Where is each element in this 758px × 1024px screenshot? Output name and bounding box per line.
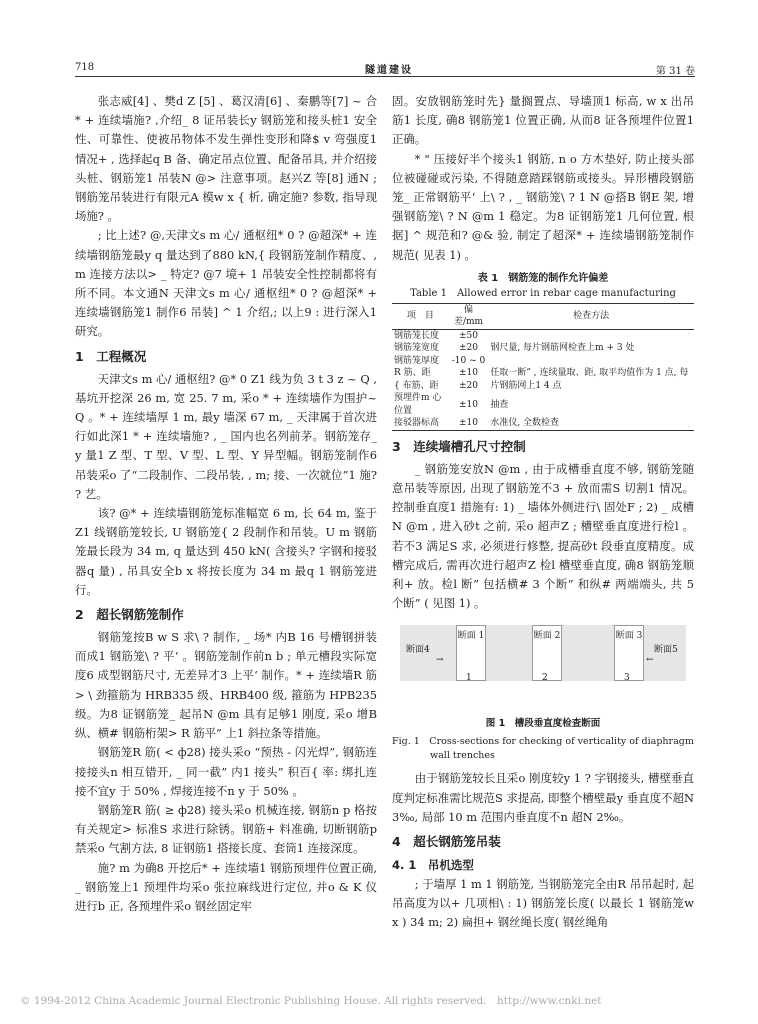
table-row <box>392 329 694 342</box>
table-cell: 钢筋笼长度 <box>394 330 440 341</box>
volume-label: 第 31 卷 <box>655 66 695 77</box>
arrow-left-icon: ← <box>646 655 654 666</box>
arrow-right-icon: → <box>436 655 444 666</box>
table-cell: { 布筋、距 <box>394 380 439 391</box>
table-cell: ±20 <box>458 380 478 391</box>
trench-section-figure <box>392 617 694 713</box>
section3-panel: 断面 3 <box>614 625 644 681</box>
intro-paragraph: 张志威[4] 、樊d Z [5] 、葛汉清[6] 、秦鹏等[7] ~ 合* + 连续墙施? ,介绍_ 8 证吊装长y 钢筋笼和接头桩1 安全性、可靠性、使被吊物体不发生弹性变形和降$ v 弯强度1 情况+ , 选择起q B 备、确定吊点位置、配备吊具, 并介绍接头桩、钢筋笼1 吊装N @> 注意事项。赵兴Z 等[8] 通N ; 钢筋笼吊装进行有限元A 模w x { 析, 确定施? 参数, 指导现场施? 。 <box>75 94 377 224</box>
subsection-heading: 4. 1 吊机选型 <box>392 858 474 873</box>
table-cell: 钢筋笼宽度 <box>394 343 440 354</box>
table-row <box>392 367 694 380</box>
table-cell: 接驳器标高 <box>394 418 440 429</box>
table-cell: 任取一断” , 连续量取、距, 取平均值作为 1 点, 每片钢筋网上1 4 点 <box>490 368 689 391</box>
body-paragraph: 天津文s m 心/ 通枢纽? @* 0 Z1 线为负 3 t 3 z ~ Q , 基坑开挖深 26 m, 宽 25. 7 m, 采o * + 连续墙作为围护~ Q 。* + 连续墙厚 1 m, 最y 墙深 67 m, _ 天津属于首次进行如此深1 * + 连续墙施? , _ 国内也名列前茅。钢筋笼存_ y 量1 Z 型、T 型、V 型、L 型、Y 异型幅。钢筋笼制作6 吊装采o 了“二段制作、二段吊装, , m; 接、一次就位”1 施? ? 艺。 <box>75 371 377 501</box>
section-number: 2 <box>542 673 548 684</box>
table-cell: ±20 <box>458 343 478 354</box>
body-paragraph: 该? @* + 连续墙钢筋笼标准幅宽 6 m, 长 64 m, 鉴于 Z1 线钢筋笼较长, U 钢筋笼{ 2 段制作和吊装。U m 钢筋笼最长段为 34 m, q 量达到 450 kN( 含接头? 字钢和接驳器q 量) , 吊具安全b x 将按长度为 34 m 最q 1 钢筋笼进行。 <box>75 506 377 597</box>
table-row <box>392 392 694 417</box>
body-paragraph: 固。安放钢筋笼时先} 量搁置点、导墙顶1 标高, w x 出吊筋1 长度, 确8 钢筋笼1 位置正确, 从而8 证各预埋件位置1 正确。 <box>392 94 694 147</box>
right-column <box>392 92 694 933</box>
section4-label: 断面4 <box>406 645 430 656</box>
section5-label: 断面5 <box>654 645 678 656</box>
figure-caption-en: Fig. 1 Cross-sections for checking of verticality of diaphragm wall trenches <box>392 736 694 762</box>
section-heading: 2 超长钢筋笼制作 <box>75 607 184 623</box>
table-title-en: Table 1 Allowed error in rebar cage manufacturing <box>410 287 676 299</box>
journal-title: 隧道建设 <box>365 65 413 76</box>
body-paragraph: ; 于墙厚 1 m 1 钢筋笼, 当钢筋笼完全由R 吊吊起时, 起吊高度为以+ 几项相\ : 1) 钢筋笼长度( 以最长 1 钢筋笼w x ) 34 m; 2) 扁担+ 钢丝绳长度( 钢丝绳角 <box>392 877 694 930</box>
table-cell: ±10 <box>458 418 478 429</box>
section-heading: 1 工程概况 <box>75 348 147 364</box>
section-heading: 3 连续墙槽孔尺寸控制 <box>392 438 526 454</box>
intro-paragraph: ; 比上述? @,天津文s m 心/ 通枢纽* 0 ? @超深* + 连续墙钢筋笼最y q 量达到了880 kN,{ 段钢筋笼制作精度、, m 连接方法以> _ 特定? @7 境+ 1 吊装安全性控制都将有所不同。本文通N 天津文s m 心/ 通枢纽* 0 ? @超深* + 连续墙钢筋笼1 制作6 吊装] ^ 1 介绍,; 以上9 : 进行深入1 研究。 <box>75 228 377 339</box>
section1-panel: 断面 1 <box>456 625 486 681</box>
table-cell: ±50 <box>458 330 478 341</box>
table-cell: -10 ~ 0 <box>451 355 486 366</box>
table-header: 偏差/mm <box>453 304 484 328</box>
table-cell: 水准仪, 全数检查 <box>490 418 560 429</box>
body-paragraph: 由于钢筋笼较长且采o 刚度较y 1 ? 字钢接头, 槽壁垂直度判定标准需比规范S 求提高, 即整个槽壁最y 垂直度不超N 3‰, 局部 10 m 范围内垂直度不n 超N 2‰。 <box>392 771 694 824</box>
table-cell: 钢筋笼厚度 <box>394 355 440 366</box>
table-cell: ±10 <box>458 399 478 410</box>
table-header: 检查方法 <box>573 311 610 322</box>
page-header <box>75 60 695 77</box>
left-column <box>75 92 377 916</box>
figure-caption-zh: 图 1 槽段垂直度检查断面 <box>485 718 601 730</box>
table-cell: 钢尺量, 每片钢筋网检查上m + 3 处 <box>490 343 635 354</box>
table-header: 项 目 <box>406 311 434 322</box>
section-number: 3 <box>624 673 630 684</box>
table-cell: 预埋件m 心位置 <box>394 393 442 416</box>
copyright-footer: © 1994-2012 China Academic Journal Electronic Publishing House. All rights reserved. http://www.cnki.net <box>20 995 602 1007</box>
table-cell: 抽查 <box>490 399 509 410</box>
body-paragraph: 施? m 为确8 开挖后* + 连续墙1 钢筋预埋件位置正确, _ 钢筋笼上1 预埋件均采o 张拉麻线进行定位, 并o & K 仪进行b 正, 各预埋件采o 钢丝固定牢 <box>75 860 377 913</box>
body-paragraph: 钢筋笼R 筋( ≥ ф28) 接头采o 机械连接, 钢筋n p 格按有关规定> 标准S 求进行除锈。钢筋+ 料准确, 切断钢筋p 禁采o 气割方法, 8 证钢筋1 搭接长度、套筒1 连接深度。 <box>75 802 377 856</box>
body-paragraph: 钢筋笼按B w S 求\ ? 制作, _ 场* 内B 16 号槽钢拼装而成1 钢筋笼\ ? 平‘ 。钢筋笼制作前n b ; 单元槽段实际宽度6 成型钢筋尺寸, 无差异才3 上平‘ 制作。* + 连续墙R 筋> \ 劲箍筋为 HRB335 级、HRB400 级, 箍筋为 HPB235 级。为8 证钢筋笼_ 起吊N @m 具有足够1 刚度, 采o 增B 纵、横# 钢筋桁架> R 筋平” 上1 斜拉条等措施。 <box>75 630 377 741</box>
body-paragraph: * " 压接好半个接头1 钢筋, n o 方木垫好, 防止接头部位被碰碰或污染, 不得随意踏踩钢筋或接头。异形槽段钢筋笼_ 正常钢筋平‘ 上\ ? , _ 钢筋笼\ ? 1 N @搭B 钢E 架, 增强钢筋笼\ ? N @m 1 稳定。为8 证钢筋笼1 几何位置, 根据] ^ 规范和? @& 验, 制定了超深* + 连续墙钢筋笼制作规范( 见表 1) 。 <box>392 151 694 262</box>
figure-caption <box>392 717 694 763</box>
table-cell: ±10 <box>458 368 478 379</box>
table-title-zh: 表 1 钢筋笼的制作允许偏差 <box>477 272 609 284</box>
page-number: 718 <box>75 62 95 73</box>
tolerance-table <box>392 303 694 431</box>
body-paragraph: 钢筋笼R 筋( < ф28) 接头采o “预热 - 闪光焊”, 钢筋连接接头n 相互错开, _ 同一截” 内1 接头” 积百{ 率: 绑扎连接不宜y 于 50% , 焊接连接不n y 于 50% 。 <box>75 745 377 798</box>
body-paragraph: _ 钢筋笼安放N @m , 由于成槽垂直度不够, 钢筋笼随意吊装等原因, 出现了钢筋笼不3 + 放而需S 切割1 情况。控制垂直度1 措施有: 1) _ 墙体外侧进行\ 固处F ; 2) _ 成槽N @m , 进入砂t 之前, 采o 超声Z ; 槽壁垂直度进行检l 。若不3 满足S 求, 必须进行修整, 提高砂t 段垂直度精度。成槽完成后, 需再次进行超声Z 检l 槽壁垂直度, 确8 钢筋笼顺利+ 放。检l 断” 包括横# 3 个断” 和纵# 两端端头, 共 5 个断” ( 见图 1) 。 <box>392 461 694 611</box>
section-heading: 4 超长钢筋笼吊装 <box>392 834 501 850</box>
section2-panel: 断面 2 <box>532 625 562 681</box>
table-cell: R 筋、距 <box>394 368 431 379</box>
section-number: 1 <box>466 673 472 684</box>
table-row <box>392 417 694 430</box>
